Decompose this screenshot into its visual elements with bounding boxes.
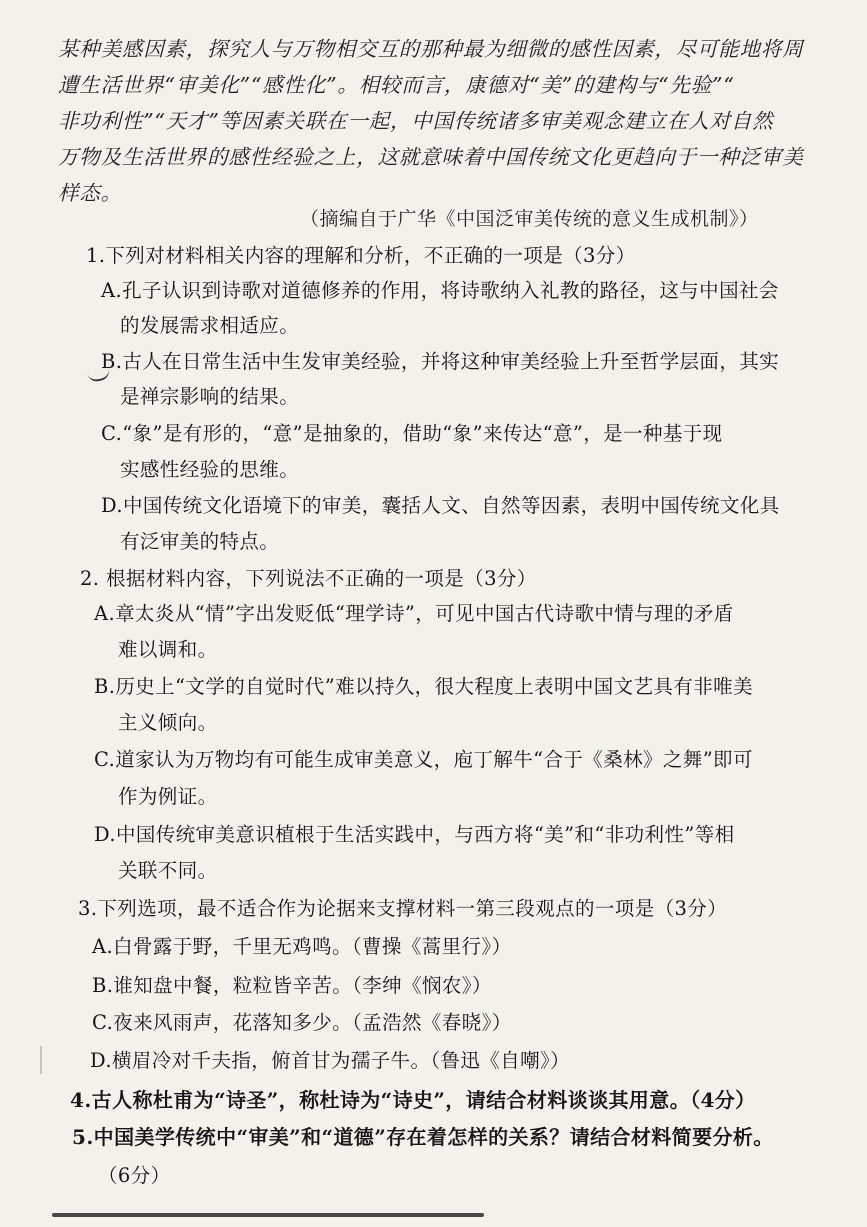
q3-stem: 3.下列选项，最不适合作为论据来支撑材料一第三段观点的一项是（3分） [78, 897, 728, 920]
q2-option-c-line2: 作为例证。 [118, 785, 218, 808]
q1-option-b-line1: B.古人在日常生活中生发审美经验，并将这种审美经验上升至哲学层面，其实 [101, 350, 780, 373]
q2-option-b-line2: 主义倾向。 [118, 711, 218, 734]
q5-stem: 5.中国美学传统中“审美”和“道德”存在着怎样的关系？请结合材料简要分析。 [72, 1125, 774, 1149]
q2-stem: 2. 根据材料内容，下列说法不正确的一项是（3分） [80, 567, 537, 590]
passage-citation: （摘编自于广华《中国泛审美传统的意义生成机制》） [300, 208, 759, 230]
q1-option-c-line1: C.“象”是有形的，“意”是抽象的，借助“象”来传达“意”，是一种基于现 [101, 422, 723, 445]
q3-option-b: B.谁知盘中餐，粒粒皆辛苦。（李绅《悯农》） [92, 974, 492, 997]
margin-scan-mark [40, 1046, 42, 1074]
passage-line-2: 遭生活世界“审美化”“感性化”。相较而言，康德对“美”的建构与“先验”“ [58, 73, 735, 97]
q3-option-a: A.白骨露于野，千里无鸡鸣。（曹操《蒿里行》） [92, 935, 512, 958]
q2-option-d-line1: D.中国传统审美意识植根于生活实践中，与西方将“美”和“非功利性”等相 [94, 823, 735, 846]
passage-line-1: 某种美感因素，探究人与万物相交互的那种最为细微的感性因素，尽可能地将周 [58, 37, 804, 61]
pen-check-mark [87, 369, 111, 383]
q1-option-a-line2: 的发展需求相适应。 [120, 314, 300, 337]
q5-score: （6分） [98, 1164, 171, 1187]
q1-option-b-line2: 是禅宗影响的结果。 [120, 385, 300, 408]
q2-option-c-line1: C.道家认为万物均有可能生成审美意义，庖丁解牛“合于《桑林》之舞”即可 [94, 748, 753, 771]
q2-option-a-line2: 难以调和。 [118, 638, 218, 661]
q1-option-d-line2: 有泛审美的特点。 [120, 530, 280, 553]
q2-option-a-line1: A.章太炎从“情”字出发贬低“理学诗”，可见中国古代诗歌中情与理的矛盾 [94, 602, 734, 625]
q1-option-a-line1: A.孔子认识到诗歌对道德修养的作用，将诗歌纳入礼教的路径，这与中国社会 [101, 279, 779, 302]
passage-line-4: 万物及生活世界的感性经验之上，这就意味着中国传统文化更趋向于一种泛审美 [58, 145, 804, 169]
bottom-rule [52, 1213, 484, 1217]
q1-option-d-line1: D.中国传统文化语境下的审美，囊括人文、自然等因素，表明中国传统文化具 [101, 494, 780, 517]
q1-stem: 1.下列对材料相关内容的理解和分析，不正确的一项是（3分） [86, 244, 636, 267]
q3-option-c: C.夜来风雨声，花落知多少。（孟浩然《春晓》） [92, 1011, 512, 1034]
q2-option-d-line2: 关联不同。 [118, 859, 218, 882]
q3-option-d: D.横眉冷对千夫指，俯首甘为孺子牛。（鲁迅《自嘲》） [90, 1049, 571, 1072]
passage-line-3: 非功利性”“天才”等因素关联在一起，中国传统诸多审美观念建立在人对自然 [58, 109, 774, 133]
q4-stem: 4.古人称杜甫为“诗圣”，称杜诗为“诗史”，请结合材料谈谈其用意。（4分） [70, 1088, 756, 1112]
passage-line-5: 样态。 [58, 181, 122, 205]
q1-option-c-line2: 实感性经验的思维。 [120, 458, 300, 481]
q2-option-b-line1: B.历史上“文学的自觉时代”难以持久，很大程度上表明中国文艺具有非唯美 [94, 675, 753, 698]
